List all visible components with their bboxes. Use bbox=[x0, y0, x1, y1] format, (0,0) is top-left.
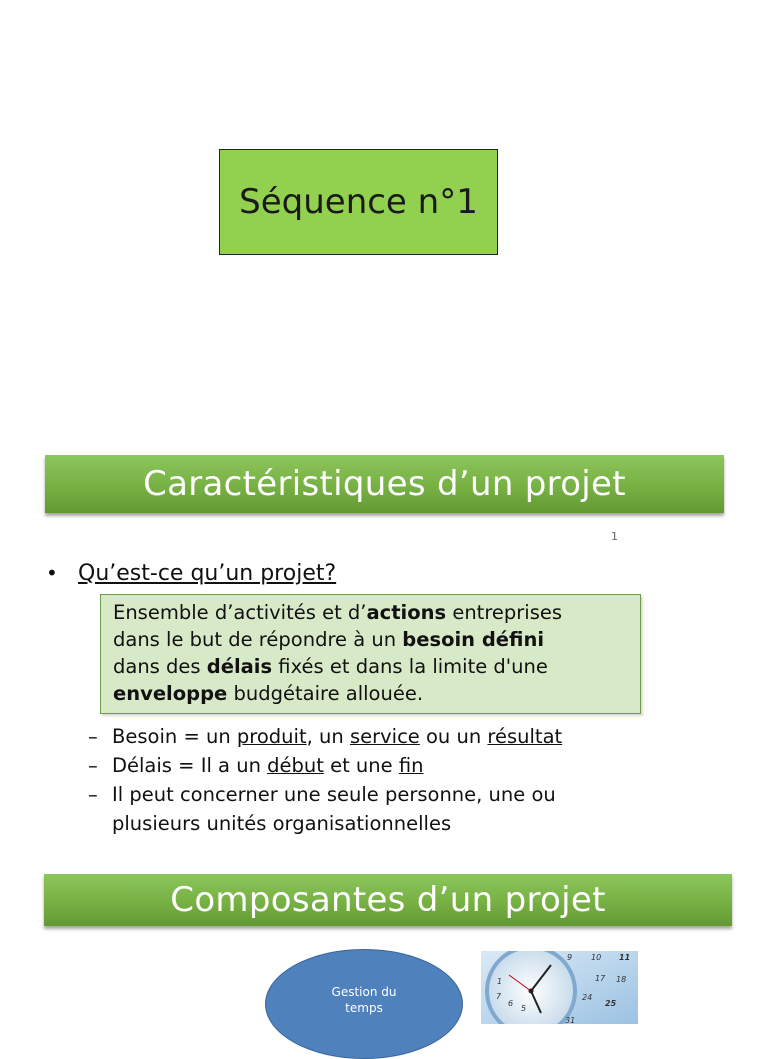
definition-text: entreprises bbox=[446, 601, 563, 624]
svg-text:17: 17 bbox=[595, 974, 606, 983]
svg-text:24: 24 bbox=[582, 993, 593, 1002]
banner-title: Caractéristiques d’un projet bbox=[143, 464, 626, 504]
question-bullet bbox=[46, 561, 336, 586]
svg-text:10: 10 bbox=[591, 953, 602, 962]
svg-text:31: 31 bbox=[565, 1016, 576, 1024]
dash-icon: – bbox=[88, 754, 98, 777]
clock-icon bbox=[481, 951, 638, 1024]
svg-text:11: 11 bbox=[619, 953, 631, 962]
definition-keyword: besoin défini bbox=[402, 628, 545, 651]
definition-keyword: délais bbox=[206, 655, 273, 678]
definition-keyword: enveloppe bbox=[113, 682, 228, 705]
oval-label: Gestion du temps bbox=[331, 985, 397, 1015]
svg-text:18: 18 bbox=[616, 975, 627, 984]
characteristics-list bbox=[88, 722, 562, 838]
definition-text: budgétaire allouée. bbox=[227, 682, 424, 705]
definition-text: dans le but de répondre à un bbox=[113, 628, 403, 651]
list-item-delais bbox=[88, 751, 562, 780]
clock-calendar-image bbox=[481, 951, 638, 1024]
definition-box bbox=[100, 594, 641, 714]
dash-icon: – bbox=[88, 725, 98, 748]
sequence-title-box bbox=[219, 149, 498, 255]
svg-text:7: 7 bbox=[496, 992, 502, 1001]
list-item-concerner bbox=[88, 780, 562, 838]
definition-line bbox=[113, 599, 640, 626]
definition-text: fixés et dans la limite d'une bbox=[272, 655, 548, 678]
definition-line bbox=[113, 680, 640, 707]
dash-icon: – bbox=[88, 783, 98, 806]
svg-text:25: 25 bbox=[605, 999, 617, 1008]
list-item-besoin bbox=[88, 722, 562, 751]
list-item-text: Besoin = un produit, un service ou un résultat bbox=[112, 725, 563, 748]
svg-text:5: 5 bbox=[521, 1004, 527, 1013]
time-management-oval bbox=[265, 949, 463, 1059]
page-number: 1 bbox=[611, 530, 618, 543]
sequence-title: Séquence n°1 bbox=[239, 182, 478, 222]
list-item-text: Il peut concerner une seule personne, une ou plusieurs unités organisationnelles bbox=[112, 783, 556, 835]
bullet-icon: • bbox=[46, 561, 58, 585]
question-text: Qu’est-ce qu’un projet? bbox=[78, 561, 337, 586]
definition-line bbox=[113, 653, 640, 680]
svg-text:1: 1 bbox=[497, 977, 503, 986]
definition-line bbox=[113, 626, 640, 653]
definition-keyword: actions bbox=[366, 601, 447, 624]
section-banner-components bbox=[44, 874, 732, 926]
svg-text:9: 9 bbox=[567, 953, 573, 962]
section-banner-characteristics bbox=[45, 455, 724, 513]
svg-text:6: 6 bbox=[508, 999, 514, 1008]
banner-title: Composantes d’un projet bbox=[170, 880, 606, 920]
definition-text: Ensemble d’activités et d’ bbox=[113, 601, 367, 624]
list-item-text: Délais = Il a un début et une fin bbox=[112, 754, 424, 777]
definition-text: dans des bbox=[113, 655, 207, 678]
